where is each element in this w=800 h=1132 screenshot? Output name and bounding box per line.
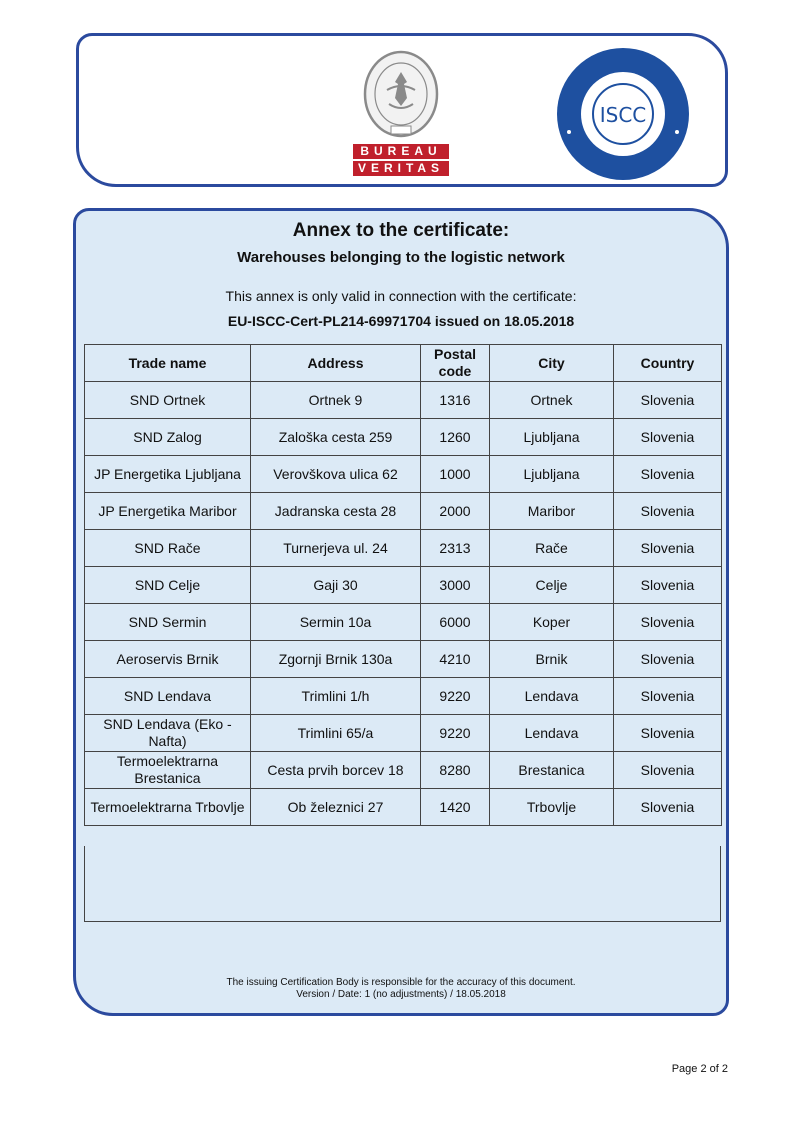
postal-code-cell: 8280 xyxy=(421,752,490,789)
country-cell: Slovenia xyxy=(614,641,722,678)
country-cell: Slovenia xyxy=(614,493,722,530)
trade-name-cell: SND Celje xyxy=(85,567,251,604)
address-cell: Zaloška cesta 259 xyxy=(251,419,421,456)
table-row xyxy=(85,715,722,752)
address-cell: Turnerjeva ul. 24 xyxy=(251,530,421,567)
postal-code-cell: 3000 xyxy=(421,567,490,604)
footer-line-2: Version / Date: 1 (no adjustments) / 18.05.2018 xyxy=(296,989,506,1000)
annex-subtitle: Warehouses belonging to the logistic network xyxy=(237,249,565,266)
table-row xyxy=(85,678,722,715)
postal-code-cell: 2000 xyxy=(421,493,490,530)
column-header-city: City xyxy=(490,345,614,382)
country-cell: Slovenia xyxy=(614,789,722,826)
country-cell: Slovenia xyxy=(614,530,722,567)
table-empty-area xyxy=(84,846,721,922)
trade-name-cell: SND Lendava (Eko - Nafta) xyxy=(85,715,251,752)
trade-name-cell: JP Energetika Ljubljana xyxy=(85,456,251,493)
postal-code-cell: 2313 xyxy=(421,530,490,567)
veritas-wordmark: VERITAS xyxy=(353,161,449,176)
country-cell: Slovenia xyxy=(614,419,722,456)
column-header-trade-name: Trade name xyxy=(85,345,251,382)
table-row xyxy=(85,530,722,567)
footer-note xyxy=(76,977,726,1001)
svg-text:ISCC: ISCC xyxy=(599,103,647,127)
trade-name-cell: Termoelektrarna Brestanica xyxy=(85,752,251,789)
trade-name-cell: SND Zalog xyxy=(85,419,251,456)
city-cell: Trbovlje xyxy=(490,789,614,826)
table-row xyxy=(85,456,722,493)
city-cell: Lendava xyxy=(490,715,614,752)
table-row xyxy=(85,752,722,789)
trade-name-cell: SND Ortnek xyxy=(85,382,251,419)
country-cell: Slovenia xyxy=(614,604,722,641)
postal-code-cell: 1260 xyxy=(421,419,490,456)
address-cell: Cesta prvih borcev 18 xyxy=(251,752,421,789)
postal-code-cell: 1000 xyxy=(421,456,490,493)
trade-name-cell: SND Rače xyxy=(85,530,251,567)
trade-name-cell: SND Sermin xyxy=(85,604,251,641)
city-cell: Brnik xyxy=(490,641,614,678)
city-cell: Celje xyxy=(490,567,614,604)
header-panel xyxy=(76,33,728,187)
city-cell: Ortnek xyxy=(490,382,614,419)
city-cell: Lendava xyxy=(490,678,614,715)
table-row xyxy=(85,493,722,530)
column-header-address: Address xyxy=(251,345,421,382)
bureau-wordmark: BUREAU xyxy=(353,144,449,159)
bureau-veritas-logo xyxy=(353,50,449,174)
warehouse-table xyxy=(84,344,722,826)
bureau-veritas-seal-icon xyxy=(361,50,441,140)
address-cell: Jadranska cesta 28 xyxy=(251,493,421,530)
postal-code-cell: 9220 xyxy=(421,715,490,752)
table-header-row xyxy=(85,345,722,382)
country-cell: Slovenia xyxy=(614,678,722,715)
trade-name-cell: Aeroservis Brnik xyxy=(85,641,251,678)
address-cell: Trimlini 1/h xyxy=(251,678,421,715)
table-row xyxy=(85,419,722,456)
certificate-reference: EU-ISCC-Cert-PL214-69971704 issued on 18.05.2018 xyxy=(227,313,575,329)
country-cell: Slovenia xyxy=(614,715,722,752)
annex-title: Annex to the certificate: xyxy=(292,220,510,241)
column-header-postal-code: Postal code xyxy=(421,345,490,382)
city-cell: Ljubljana xyxy=(490,419,614,456)
postal-code-cell: 9220 xyxy=(421,678,490,715)
table-row xyxy=(85,567,722,604)
address-cell: Gaji 30 xyxy=(251,567,421,604)
city-cell: Maribor xyxy=(490,493,614,530)
country-cell: Slovenia xyxy=(614,752,722,789)
trade-name-cell: Termoelektrarna Trbovlje xyxy=(85,789,251,826)
page-number: Page 2 of 2 xyxy=(671,1063,728,1075)
country-cell: Slovenia xyxy=(614,567,722,604)
city-cell: Ljubljana xyxy=(490,456,614,493)
country-cell: Slovenia xyxy=(614,456,722,493)
table-row xyxy=(85,641,722,678)
annex-panel xyxy=(73,208,729,1016)
postal-code-cell: 1316 xyxy=(421,382,490,419)
column-header-country: Country xyxy=(614,345,722,382)
trade-name-cell: JP Energetika Maribor xyxy=(85,493,251,530)
country-cell: Slovenia xyxy=(614,382,722,419)
postal-code-cell: 4210 xyxy=(421,641,490,678)
iscc-certified-sustainability-logo-icon xyxy=(553,44,693,184)
address-cell: Ob železnici 27 xyxy=(251,789,421,826)
address-cell: Ortnek 9 xyxy=(251,382,421,419)
table-row xyxy=(85,382,722,419)
city-cell: Rače xyxy=(490,530,614,567)
city-cell: Koper xyxy=(490,604,614,641)
address-cell: Verovškova ulica 62 xyxy=(251,456,421,493)
table-row xyxy=(85,604,722,641)
table-row xyxy=(85,789,722,826)
table-body xyxy=(85,382,722,826)
city-cell: Brestanica xyxy=(490,752,614,789)
postal-code-cell: 1420 xyxy=(421,789,490,826)
address-cell: Trimlini 65/a xyxy=(251,715,421,752)
postal-code-cell: 6000 xyxy=(421,604,490,641)
address-cell: Sermin 10a xyxy=(251,604,421,641)
address-cell: Zgornji Brnik 130a xyxy=(251,641,421,678)
annex-validity-note: This annex is only valid in connection with the certificate: xyxy=(225,288,577,304)
trade-name-cell: SND Lendava xyxy=(85,678,251,715)
footer-line-1: The issuing Certification Body is responsible for the accuracy of this document. xyxy=(226,977,576,988)
